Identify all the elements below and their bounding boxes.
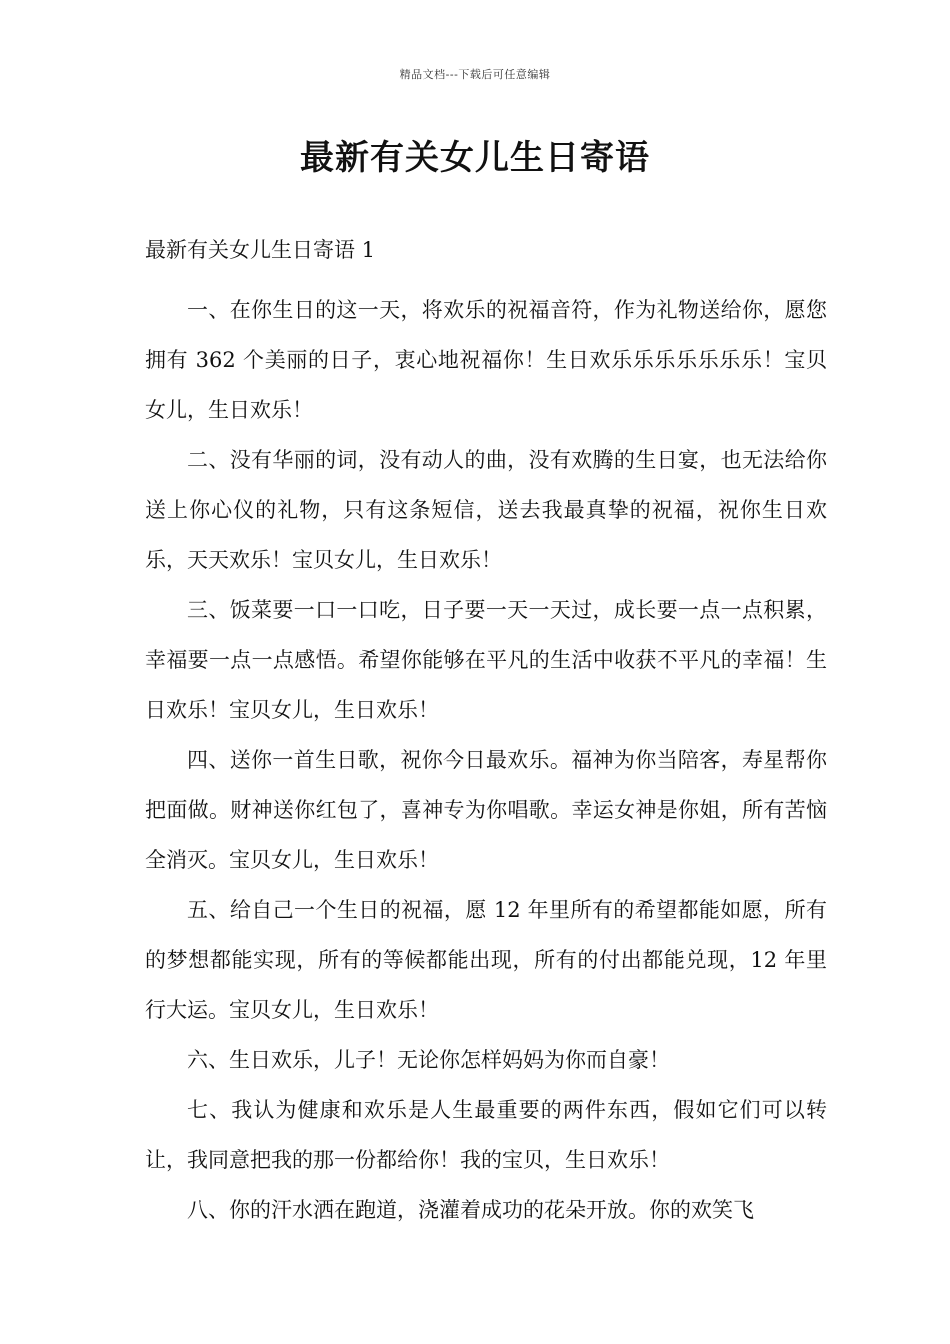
paragraph-6: 六、生日欢乐，儿子！无论你怎样妈妈为你而自豪！ bbox=[187, 1048, 670, 1072]
paragraph-8: 八、你的汗水洒在跑道，浇灌着成功的花朵开放。你的欢笑飞 bbox=[187, 1198, 754, 1222]
paragraph-7: 七、我认为健康和欢乐是人生最重要的两件东西，假如它们可以转让，我同意把我的那一份都给你！我的宝贝，生日欢乐！ bbox=[145, 1098, 827, 1172]
document-title: 最新有关女儿生日寄语 bbox=[300, 138, 650, 178]
paragraph-1: 一、在你生日的这一天，将欢乐的祝福音符，作为礼物送给你，愿您拥有 362 个美丽的日子，衷心地祝福你！生日欢乐乐乐乐乐乐乐！宝贝女儿，生日欢乐！ bbox=[145, 298, 827, 422]
paragraph-4: 四、送你一首生日歌，祝你今日最欢乐。福神为你当陪客，寿星帮你把面做。财神送你红包了，喜神专为你唱歌。幸运女神是你姐，所有苦恼全消灭。宝贝女儿，生日欢乐！ bbox=[145, 748, 827, 872]
paragraph-5: 五、给自己一个生日的祝福，愿 12 年里所有的希望都能如愿，所有的梦想都能实现，所有的等候都能出现，所有的付出都能兑现，12 年里行大运。宝贝女儿，生日欢乐！ bbox=[145, 898, 827, 1022]
section-heading: 最新有关女儿生日寄语 1 bbox=[145, 238, 376, 262]
paragraph-3: 三、饭菜要一口一口吃，日子要一天一天过，成长要一点一点积累，幸福要一点一点感悟。希望你能够在平凡的生活中收获不平凡的幸福！生日欢乐！宝贝女儿，生日欢乐！ bbox=[145, 598, 827, 722]
paragraph-2: 二、没有华丽的词，没有动人的曲，没有欢腾的生日宴，也无法给你送上你心仪的礼物，只有这条短信，送去我最真挚的祝福，祝你生日欢乐，天天欢乐！宝贝女儿，生日欢乐！ bbox=[145, 448, 827, 572]
header-note: 精品文档---下载后可任意编辑 bbox=[399, 68, 551, 81]
document-body bbox=[145, 235, 827, 1235]
